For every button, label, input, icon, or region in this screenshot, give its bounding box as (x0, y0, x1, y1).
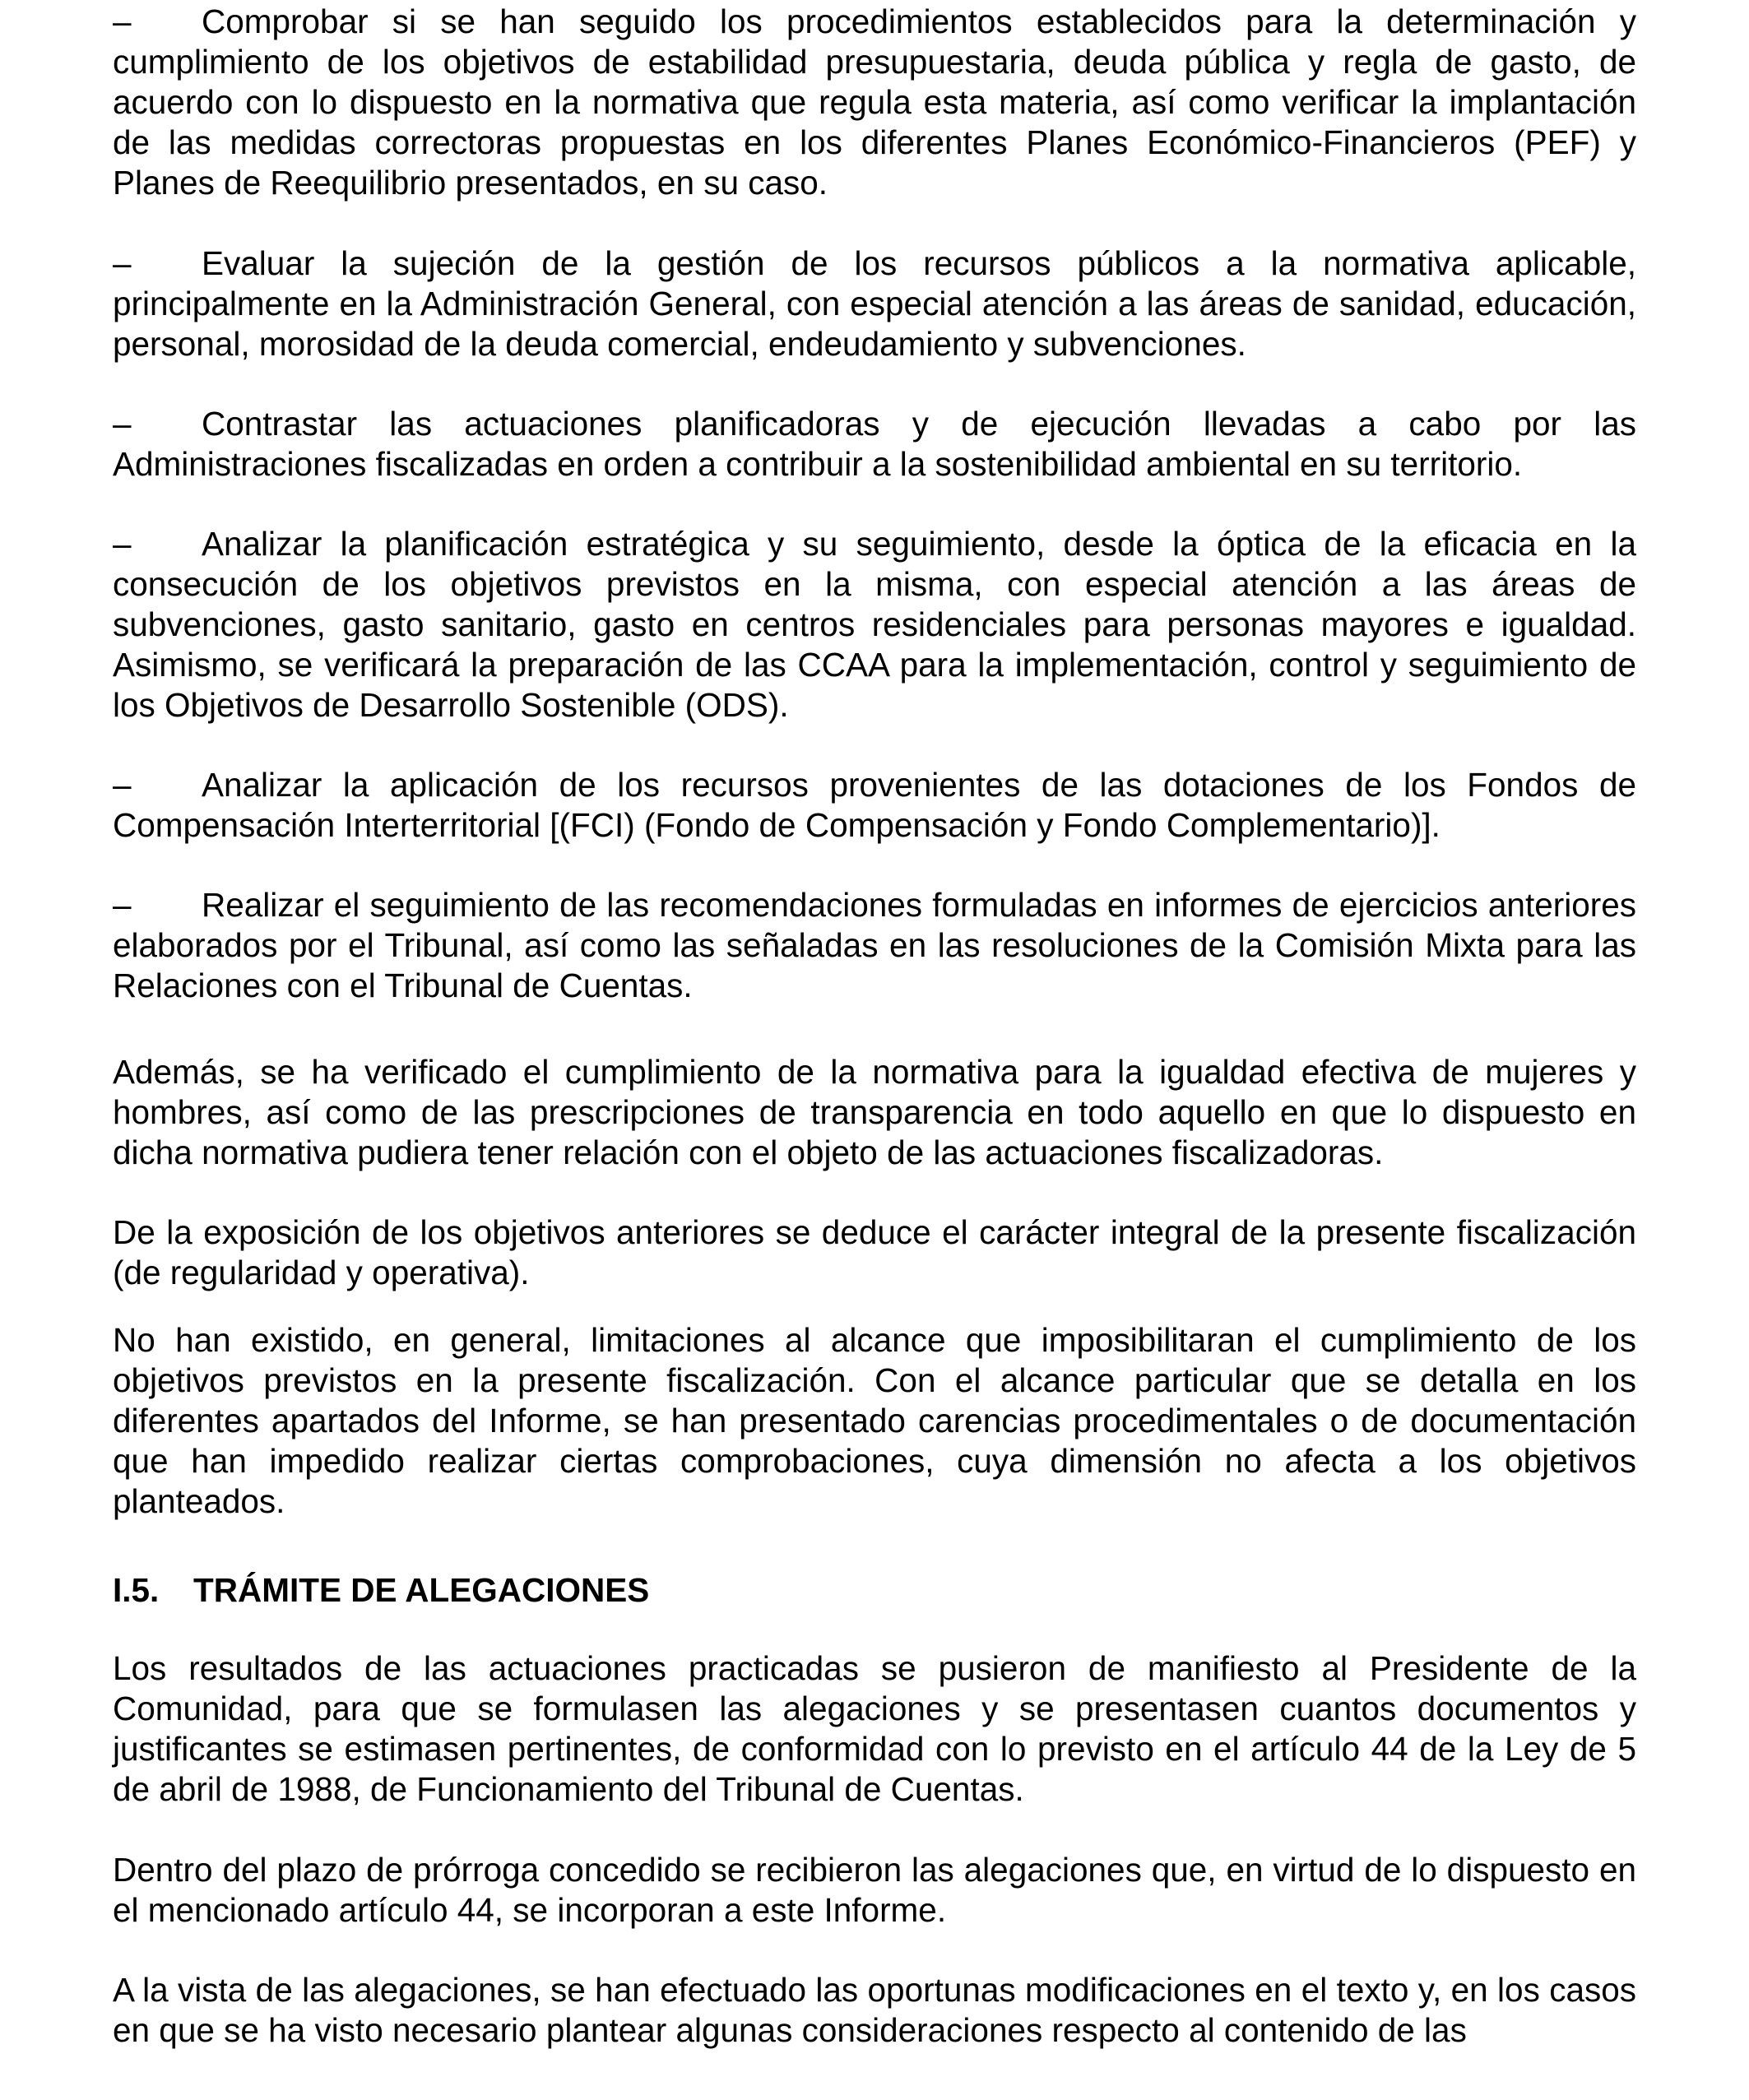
dash-marker: – (113, 2, 132, 40)
paragraph-text: A la vista de las alegaciones, se han efectuado las oportunas modificaciones en el texto y, en los casos en que se ha visto necesario plantear algunas consideraciones respecto al contenido de las (113, 1971, 1636, 2049)
paragraph-limitations (113, 1320, 1636, 1522)
bullet-text: Analizar la planificación estratégica y su seguimiento, desde la óptica de la eficacia en la consecución de los objetivos previstos en la misma, con especial atención a las áreas de subvenciones, gasto sanitario, gasto en centros residenciales para personas mayores e igualdad. Asimismo, se verificará la preparación de las CCAA para la implementación, control y seguimiento de los Objetivos de Desarrollo Sostenible (ODS). (113, 525, 1636, 724)
paragraph-results (113, 1648, 1636, 1810)
paragraph-text: Los resultados de las actuaciones practicadas se pusieron de manifiesto al Presidente de la Comunidad, para que se formulasen las alegaciones y se presentasen cuantos documentos y justificantes se estimasen pertinentes, de conformidad con lo previsto en el artículo 44 de la Ley de 5 de abril de 1988, de Funcionamiento del Tribunal de Cuentas. (113, 1649, 1636, 1808)
paragraph-modifications (113, 1970, 1636, 2051)
bullet-text: Comprobar si se han seguido los procedimientos establecidos para la determinación y cumplimiento de los objetivos de estabilidad presupuestaria, deuda pública y regla de gasto, de acuerdo con lo dispuesto en la normativa que regula esta materia, así como verificar la implantación de las medidas correctoras propuestas en los diferentes Planes Económico-Financieros (PEF) y Planes de Reequilibrio presentados, en su caso. (113, 2, 1636, 202)
paragraph-text: Además, se ha verificado el cumplimiento de la normativa para la igualdad efectiva de mujeres y hombres, así como de las prescripciones de transparencia en todo aquello en que lo dispuesto en dicha normativa pudiera tener relación con el objeto de las actuaciones fiscalizadoras. (113, 1053, 1636, 1171)
objective-bullet-5 (113, 765, 1636, 846)
paragraph-text: No han existido, en general, limitaciones al alcance que imposibilitaran el cumplimiento de los objetivos previstos en la presente fiscalización. Con el alcance particular que se detalla en los diferentes apartados del Informe, se han presentado carencias procedimentales o de documentación que han impedido realizar ciertas comprobaciones, cuya dimensión no afecta a los objetivos planteados. (113, 1321, 1636, 1520)
objective-bullet-6 (113, 885, 1636, 1006)
objective-bullet-3 (113, 404, 1636, 484)
objective-bullet-2 (113, 243, 1636, 364)
bullet-text: Realizar el seguimiento de las recomendaciones formuladas en informes de ejercicios anteriores elaborados por el Tribunal, así como las señaladas en las resoluciones de la Comisión Mixta para las Relaciones con el Tribunal de Cuentas. (113, 886, 1636, 1004)
objective-bullet-4 (113, 524, 1636, 725)
objective-bullet-1 (113, 2, 1636, 203)
bullet-text: Analizar la aplicación de los recursos provenientes de las dotaciones de los Fondos de Compensación Interterritorial [(FCI) (Fondo de Compensación y Fondo Complementario)]. (113, 766, 1636, 844)
paragraph-integral (113, 1212, 1636, 1293)
dash-marker: – (113, 525, 132, 563)
section-title: TRÁMITE DE ALEGACIONES (193, 1571, 650, 1609)
paragraph-extension (113, 1850, 1636, 1931)
dash-marker: – (113, 405, 132, 443)
section-number: I.5. (113, 1571, 160, 1609)
paragraph-text: Dentro del plazo de prórroga concedido se recibieron las alegaciones que, en virtud de lo dispuesto en el mencionado artículo 44, se incorporan a este Informe. (113, 1851, 1636, 1929)
dash-marker: – (113, 244, 132, 282)
bullet-text: Evaluar la sujeción de la gestión de los recursos públicos a la normativa aplicable, principalmente en la Administración General, con especial atención a las áreas de sanidad, educación, personal, morosidad de la deuda comercial, endeudamiento y subvenciones. (113, 244, 1636, 363)
dash-marker: – (113, 886, 132, 924)
bullet-text: Contrastar las actuaciones planificadoras y de ejecución llevadas a cabo por las Administraciones fiscalizadas en orden a contribuir a la sostenibilidad ambiental en su territorio. (113, 405, 1636, 483)
paragraph-text: De la exposición de los objetivos anteriores se deduce el carácter integral de la presente fiscalización (de regularidad y operativa). (113, 1213, 1636, 1291)
paragraph-equality (113, 1052, 1636, 1173)
section-heading (113, 1570, 1636, 1611)
dash-marker: – (113, 766, 132, 804)
